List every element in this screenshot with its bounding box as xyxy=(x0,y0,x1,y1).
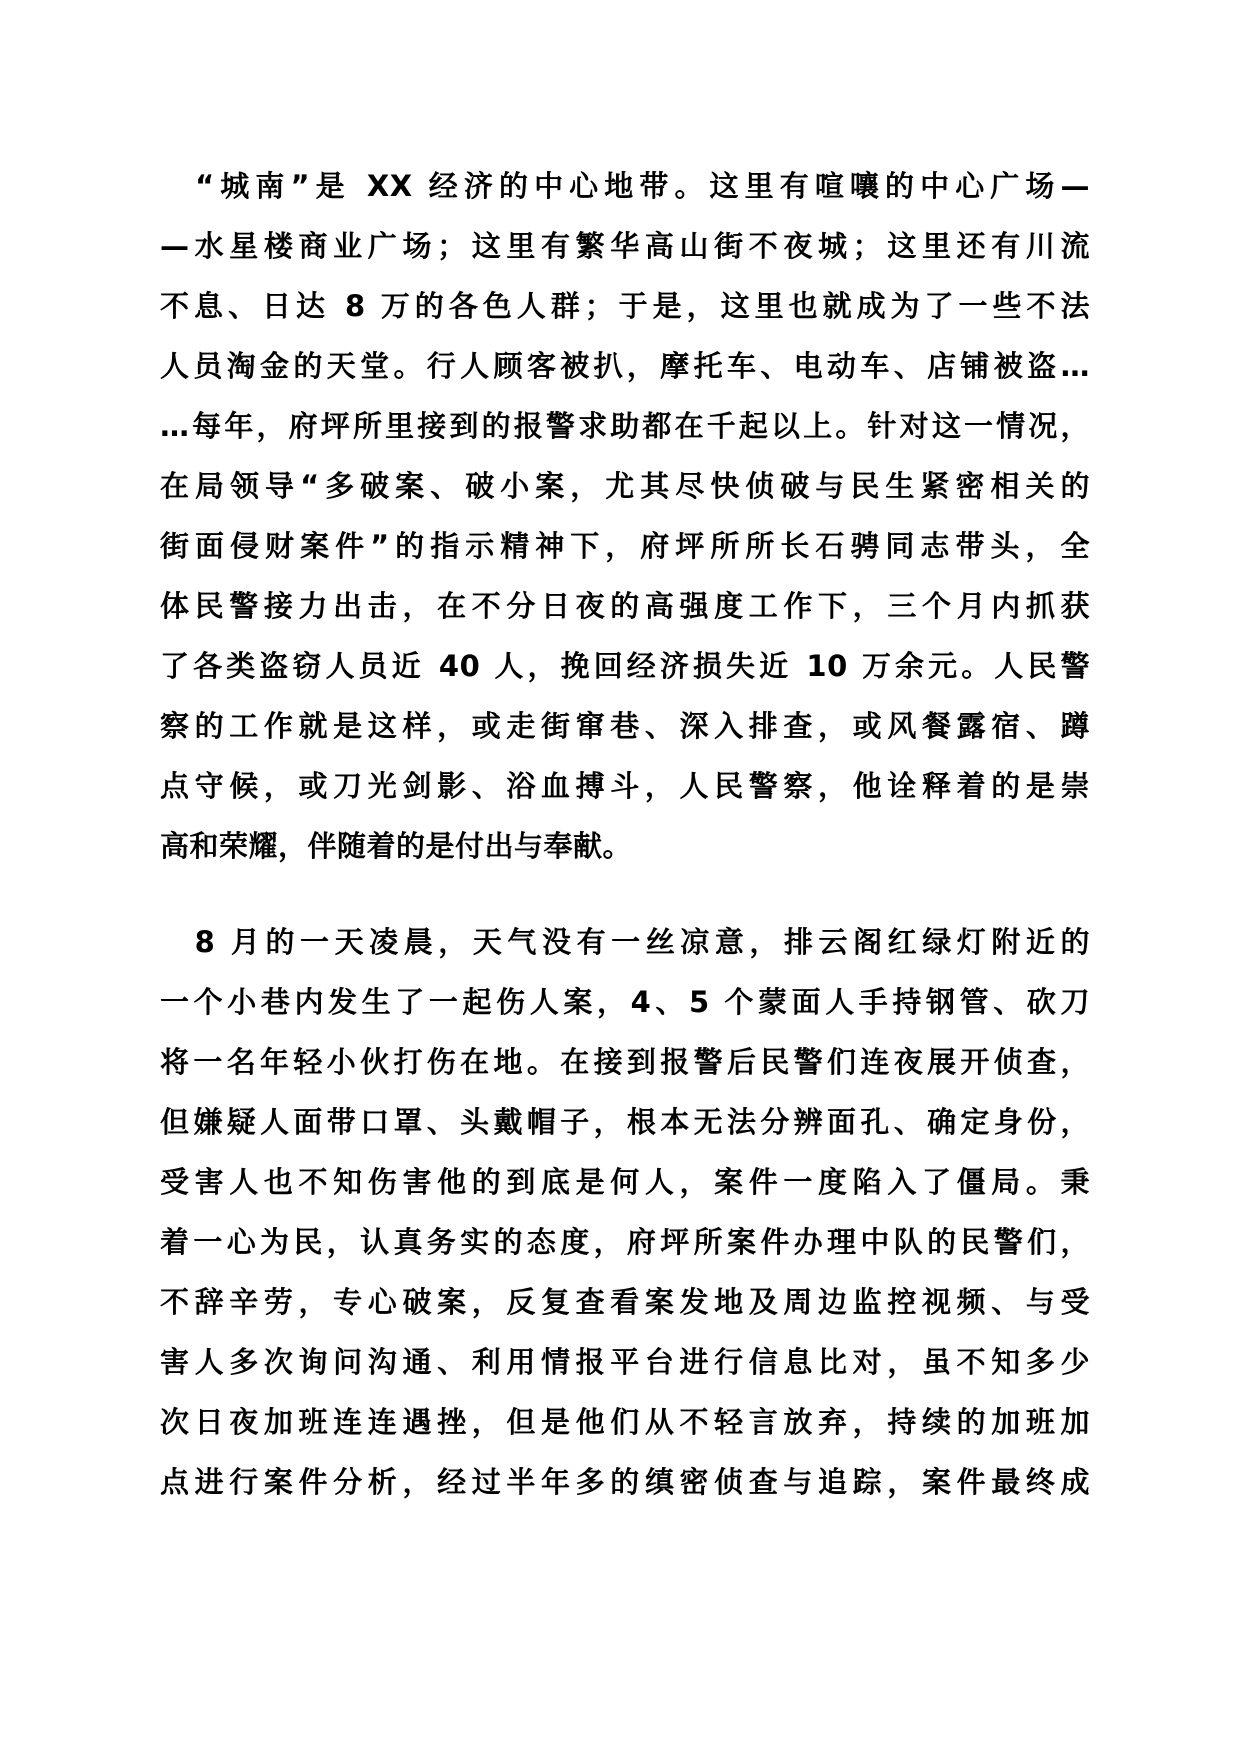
text-line: 了各类盗窃人员近 40 人，挽回经济损失近 10 万余元。人民警 xyxy=(160,649,1090,683)
paragraph-spacing xyxy=(160,876,1090,912)
text-line: 次日夜加班连连遇挫，但是他们从不轻言放弃，持续的加班加 xyxy=(160,1405,1090,1439)
text-line: 察的工作就是这样，或走街窜巷、深入排查，或风餐露宿、蹲 xyxy=(160,709,1090,743)
text-line: 不辞辛劳，专心破案，反复查看案发地及周边监控视频、与受 xyxy=(160,1285,1090,1319)
text-line: …每年，府坪所里接到的报警求助都在千起以上。针对这一情况， xyxy=(160,409,1090,443)
text-line: 街面侵财案件”的指示精神下，府坪所所长石骋同志带头，全 xyxy=(160,529,1090,563)
paragraph-1 xyxy=(160,156,1090,876)
text-line: 着一心为民，认真务实的态度，府坪所案件办理中队的民警们， xyxy=(160,1225,1090,1259)
text-line: 不息、日达 8 万的各色人群；于是，这里也就成为了一些不法 xyxy=(160,289,1090,323)
text-line: 害人多次询问沟通、利用情报平台进行信息比对，虽不知多少 xyxy=(160,1345,1090,1379)
paragraph-2 xyxy=(160,912,1090,1512)
text-line: 将一名年轻小伙打伤在地。在接到报警后民警们连夜展开侦查， xyxy=(160,1045,1090,1079)
text-line: 高和荣耀，伴随着的是付出与奉献。 xyxy=(160,829,633,863)
text-line: 点进行案件分析，经过半年多的缜密侦查与追踪，案件最终成 xyxy=(160,1465,1090,1499)
text-line: 受害人也不知伤害他的到底是何人，案件一度陷入了僵局。秉 xyxy=(160,1165,1090,1199)
text-line: 点守候，或刀光剑影、浴血搏斗，人民警察，他诠释着的是崇 xyxy=(160,769,1090,803)
text-line: —水星楼商业广场；这里有繁华高山街不夜城；这里还有川流 xyxy=(160,229,1090,263)
text-line: 体民警接力出击，在不分日夜的高强度工作下，三个月内抓获 xyxy=(160,589,1090,623)
text-line: 人员淘金的天堂。行人顾客被扒，摩托车、电动车、店铺被盗… xyxy=(160,349,1090,383)
text-line: 8 月的一天凌晨，天气没有一丝凉意，排云阁红绿灯附近的 xyxy=(160,925,1090,959)
text-line: “城南”是 XX 经济的中心地带。这里有喧嚷的中心广场— xyxy=(160,169,1090,203)
text-line: 一个小巷内发生了一起伤人案，4、5 个蒙面人手持钢管、砍刀 xyxy=(160,985,1090,1019)
document-body xyxy=(160,156,1090,1512)
text-line: 在局领导“多破案、破小案，尤其尽快侦破与民生紧密相关的 xyxy=(160,469,1090,503)
text-line: 但嫌疑人面带口罩、头戴帽子，根本无法分辨面孔、确定身份， xyxy=(160,1105,1090,1139)
